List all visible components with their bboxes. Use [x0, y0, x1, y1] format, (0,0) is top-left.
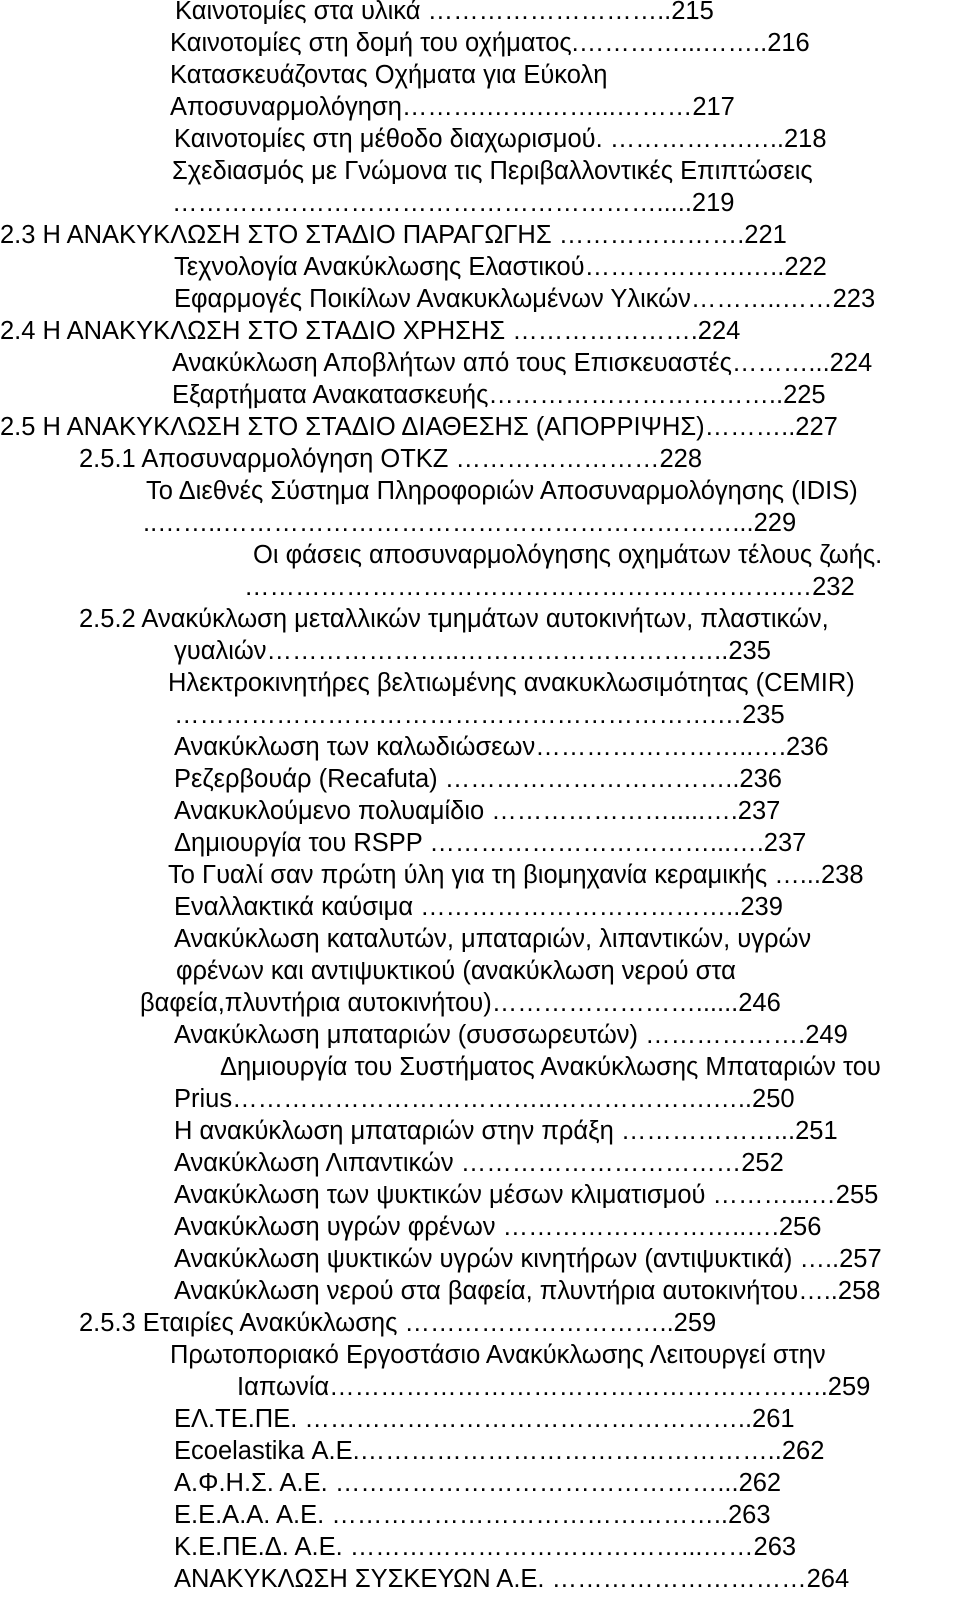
toc-entry: Η ανακύκλωση μπαταριών στην πράξη ………………...251 — [174, 1117, 838, 1145]
toc-entry: ΕΛ.ΤΕ.ΠΕ. ……………………………………………..261 — [174, 1405, 795, 1433]
toc-entry: ..……..……………………………………………………...229 — [143, 509, 797, 537]
toc-entry: Ανακύκλωση Λιπαντικών ……………………………252 — [174, 1149, 784, 1177]
toc-entry: Ε.Ε.Α.Α. Α.Ε. ………………………………………..263 — [174, 1501, 771, 1529]
toc-entry: Ανακυκλούμενο πολυαμίδιο ………………….....….237 — [174, 797, 781, 825]
toc-entry: γυαλιών…………………..…………………………..235 — [174, 637, 771, 665]
toc-entry: Ανακύκλωση των ψυκτικών μέσων κλιματισμού ………...…255 — [174, 1181, 879, 1209]
toc-entry: Δημιουργία του Συστήματος Ανακύκλωσης Μπαταριών του — [220, 1053, 881, 1081]
toc-entry: Κ.Ε.ΠΕ.Δ. Α.Ε. …………………………………...……263 — [174, 1533, 797, 1561]
toc-entry: Ανακύκλωση καταλυτών, μπαταριών, λιπαντικών, υγρών — [174, 925, 812, 953]
toc-entry: βαφεία,πλυντήρια αυτοκινήτου)……………………......246 — [140, 989, 781, 1017]
toc-entry: Καινοτομίες στα υλικά ………………………..215 — [175, 0, 714, 25]
toc-entry: Ρεζερβουάρ (Recafuta) ……………………………..236 — [174, 765, 782, 793]
toc-entry: Ανακύκλωση νερού στα βαφεία, πλυντήρια αυτοκινήτου…..258 — [174, 1277, 881, 1305]
toc-entry: Ανακύκλωση Αποβλήτων από τους Επισκευαστές………...224 — [172, 349, 873, 377]
toc-entry: Οι φάσεις αποσυναρμολόγησης οχημάτων τέλους ζωής. — [253, 541, 883, 569]
toc-entry: Εναλλακτικά καύσιμα ………………………………..239 — [174, 893, 783, 921]
toc-entry: φρένων και αντιψυκτικού (ανακύκλωση νερού στα — [176, 957, 736, 985]
toc-entry: Τεχνολογία Ανακύκλωσης Ελαστικού……………….…..222 — [174, 253, 827, 281]
toc-entry: Πρωτοποριακό Εργοστάσιο Ανακύκλωσης Λειτουργεί στην — [170, 1341, 826, 1369]
toc-entry: 2.5.2 Ανακύκλωση μεταλλικών τμημάτων αυτοκινήτων, πλαστικών, — [79, 605, 829, 633]
toc-entry: Ecoelastika Α.Ε.…………………………………………..262 — [174, 1437, 825, 1465]
toc-entry: Ανακύκλωση των καλωδιώσεων……………………..….236 — [174, 733, 829, 761]
toc-entry: Κατασκευάζοντας Οχήματα για Εύκολη — [170, 61, 608, 89]
toc-entry: 2.5 Η ΑΝΑΚΥΚΛΩΣΗ ΣΤΟ ΣΤΑΔΙΟ ΔΙΑΘΕΣΗΣ (ΑΠΟΡΡΙΨΗΣ)………..227 — [0, 413, 838, 441]
toc-entry: ……………………………………………………….…235 — [174, 701, 785, 729]
toc-entry: Α.Φ.Η.Σ. Α.Ε. ………………………………………...262 — [174, 1469, 782, 1497]
toc-entry: Εφαρμογές Ποικίλων Ανακυκλωμένων Υλικών………..……223 — [174, 285, 876, 313]
toc-entry: 2.4 Η ΑΝΑΚΥΚΛΩΣΗ ΣΤΟ ΣΤΑΔΙΟ ΧΡΗΣΗΣ ………………….224 — [0, 317, 741, 345]
toc-entry: Αποσυναρμολόγηση……….…….……...………217 — [170, 93, 735, 121]
toc-entry: 2.5.1 Αποσυναρμολόγηση ΟΤΚΖ ……………………228 — [79, 445, 702, 473]
toc-entry: Ιαπωνία…………………………………………………..259 — [237, 1373, 871, 1401]
toc-entry: 2.3 Η ΑΝΑΚΥΚΛΩΣΗ ΣΤΟ ΣΤΑΔΙΟ ΠΑΡΑΓΩΓΗΣ ………………….221 — [0, 221, 787, 249]
toc-entry: Ηλεκτροκινητήρες βελτιωμένης ανακυκλωσιμότητας (CEMIR) — [168, 669, 855, 697]
toc-entry: Δημιουργία του RSPP ……………………………...….237 — [174, 829, 807, 857]
toc-entry: Το Διεθνές Σύστημα Πληροφοριών Αποσυναρμολόγησης (IDIS) — [146, 477, 858, 505]
toc-entry: Το Γυαλί σαν πρώτη ύλη για τη βιομηχανία κεραμικής …...238 — [168, 861, 864, 889]
toc-entry: Καινοτομίες στη δομή του οχήματος.…………...……..216 — [170, 29, 810, 57]
toc-entry: Ανακύκλωση ψυκτικών υγρών κινητήρων (αντιψυκτικά) …..257 — [174, 1245, 882, 1273]
toc-entry: Σχεδιασμός με Γνώμονα τις Περιβαλλοντικές Επιπτώσεις — [172, 157, 813, 185]
toc-entry: ………………………………………………….....219 — [172, 189, 735, 217]
toc-entry: Ανακύκλωση υγρών φρένων ………………………..….256 — [174, 1213, 822, 1241]
toc-entry: Εξαρτήματα Ανακατασκευής……………………………..225 — [172, 381, 826, 409]
toc-entry: ……………………………………………………….…232 — [244, 573, 855, 601]
toc-entry: Ανακύκλωση μπαταριών (συσσωρευτών) ……………….249 — [174, 1021, 848, 1049]
toc-entry: Καινοτομίες στη μέθοδο διαχωρισμού. …………….…..218 — [174, 125, 827, 153]
toc-entry: 2.5.3 Εταιρίες Ανακύκλωσης …………………………..259 — [79, 1309, 717, 1337]
toc-entry: Prius………………………………..……………….…..250 — [174, 1085, 795, 1113]
toc-entry: ΑΝΑΚΥΚΛΩΣΗ ΣΥΣΚΕΥΩΝ Α.Ε. …………………………264 — [174, 1565, 850, 1593]
